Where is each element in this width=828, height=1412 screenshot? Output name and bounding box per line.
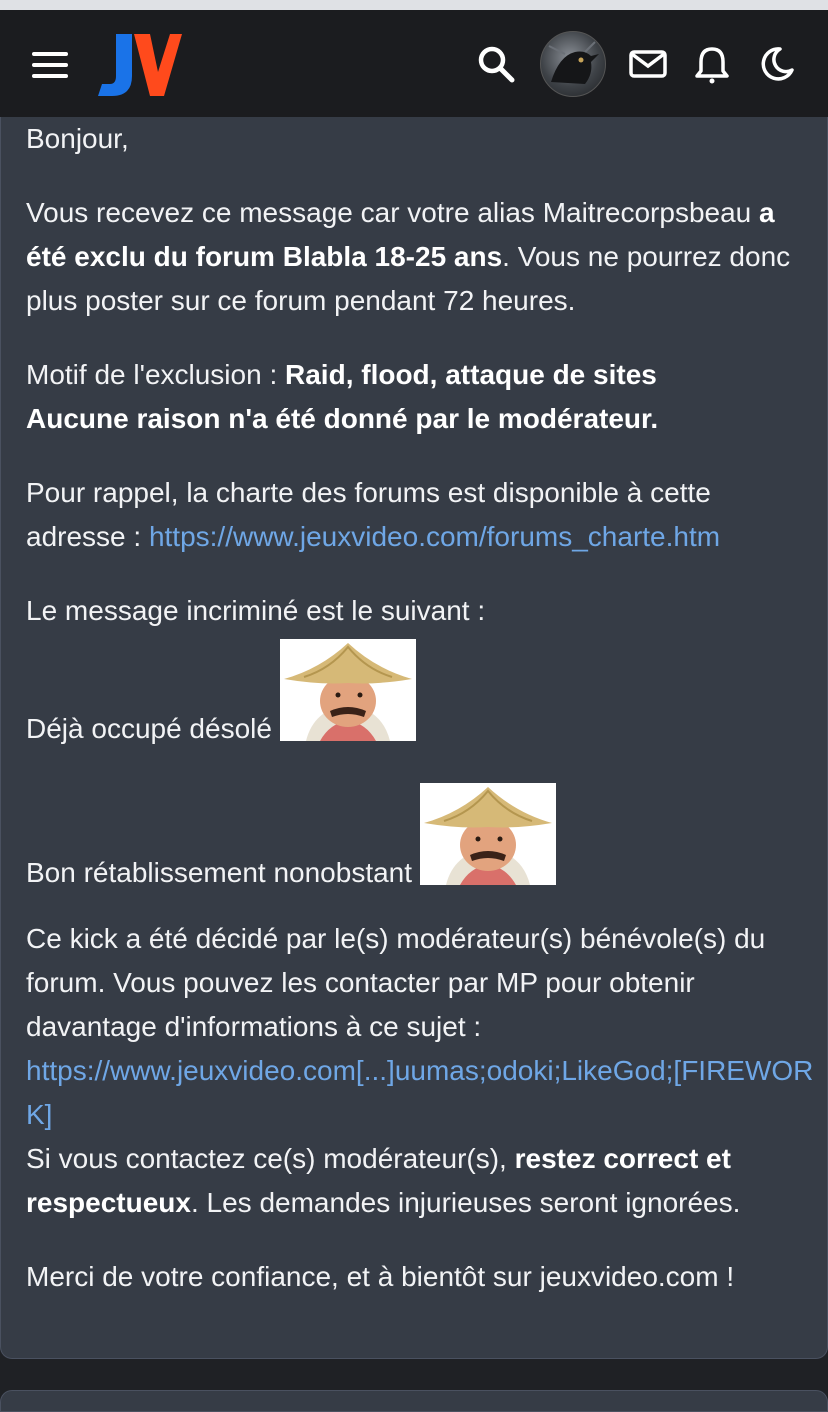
sticker-image bbox=[420, 783, 556, 885]
quoted-line-1: Déjà occupé désolé bbox=[26, 641, 816, 743]
message-body bbox=[26, 117, 816, 1329]
menu-icon[interactable] bbox=[32, 52, 68, 78]
browser-top-strip bbox=[0, 0, 828, 10]
exclusion-paragraph: Vous recevez ce message car votre alias Maitrecorpsbeau a été exclu du forum Blabla 18-25 ans. Vous ne pourrez donc plus poster sur ce forum pendant 72 heures. bbox=[26, 197, 791, 316]
thanks-text: Merci de votre confiance, et à bientôt sur jeuxvideo.com ! bbox=[26, 1261, 735, 1292]
mail-icon[interactable] bbox=[628, 44, 668, 84]
moon-icon[interactable] bbox=[756, 44, 796, 84]
quoted-line-2: Bon rétablissement nonobstant bbox=[26, 785, 816, 887]
no-reason-text: Aucune raison n'a été donné par le modérateur. bbox=[26, 403, 659, 434]
next-card-edge bbox=[0, 1390, 828, 1412]
charte-link[interactable]: https://www.jeuxvideo.com/forums_charte.htm bbox=[148, 521, 721, 552]
bell-icon[interactable] bbox=[692, 44, 732, 84]
sticker-image bbox=[280, 639, 416, 741]
search-icon[interactable] bbox=[476, 44, 516, 84]
greeting: Bonjour, bbox=[26, 123, 129, 154]
moderators-link[interactable]: https://www.jeuxvideo.com[...]uumas;odoki;LikeGod;[FIREWORK] bbox=[26, 1055, 814, 1130]
jv-logo[interactable] bbox=[96, 30, 182, 100]
avatar[interactable] bbox=[540, 31, 606, 97]
incrimine-text: Le message incriminé est le suivant : bbox=[26, 595, 486, 626]
site-header bbox=[0, 10, 828, 117]
kick-paragraph: Ce kick a été décidé par le(s) modérateur(s) bénévole(s) du forum. Vous pouvez les contacter par MP pour obtenir davantage d'informations à ce sujet : https://www.jeuxvideo.com[...]uumas;odoki;LikeGod;[FIREWORK] Si vous contactez ce(s) modérateur(s), restez correct et respectueux. Les demandes injurieuses seront ignorées. bbox=[26, 923, 814, 1218]
motif-paragraph: Motif de l'exclusion : Raid, flood, attaque de sites Aucune raison n'a été donné par le modérateur. bbox=[26, 359, 659, 434]
charte-paragraph: Pour rappel, la charte des forums est disponible à cette adresse : https://www.jeuxvideo.com/forums_charte.htm bbox=[26, 477, 721, 552]
